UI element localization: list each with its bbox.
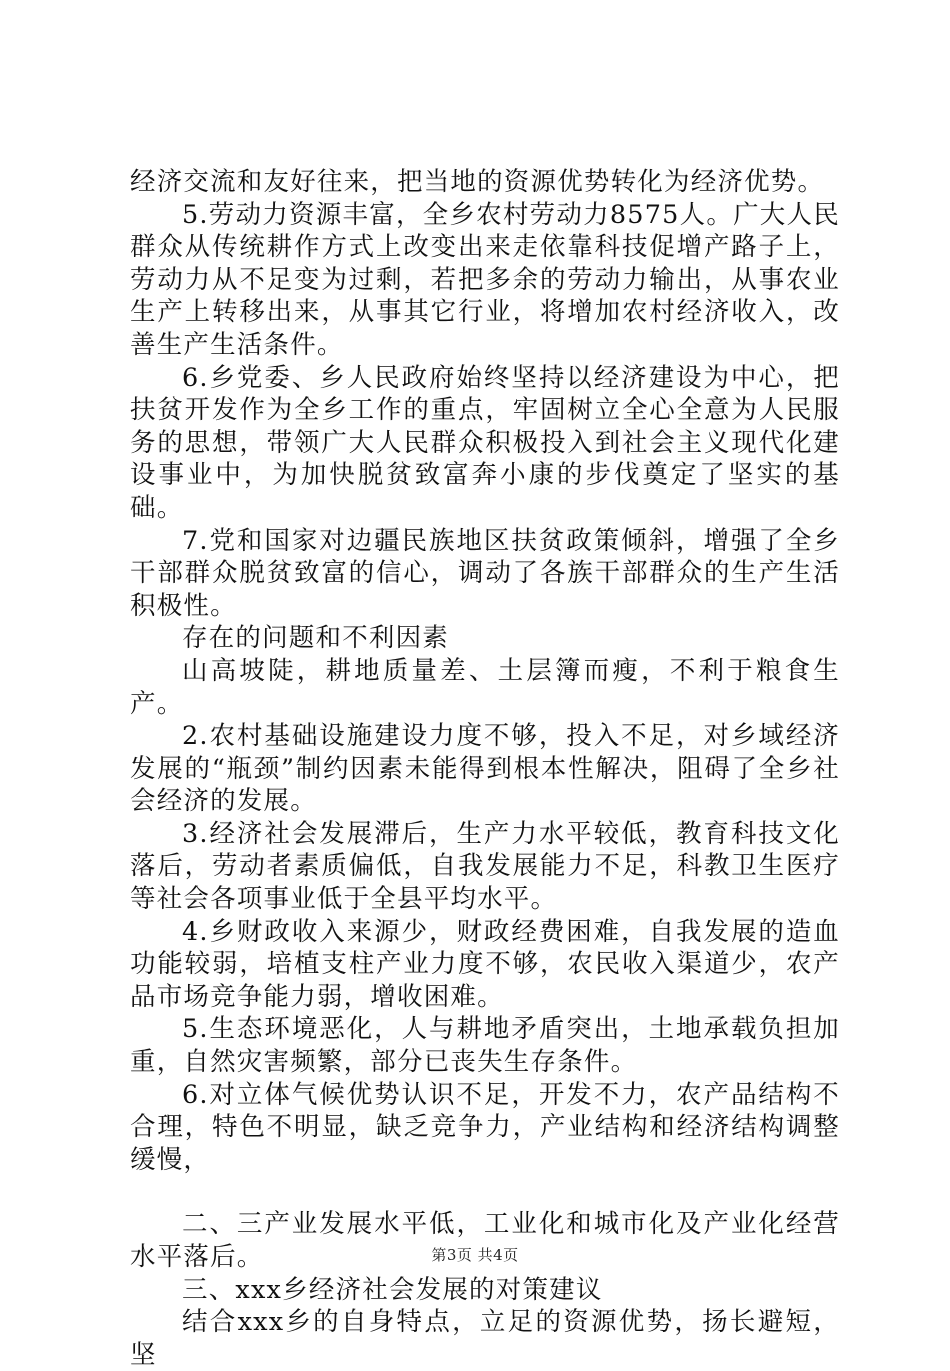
paragraph-problem-6: 6.对立体气候优势认识不足，开发不力，农产品结构不合理，特色不明显，缺乏竞争力，产业结构和经济结构调整缓慢， [130, 1079, 840, 1175]
paragraph-item-6-party: 6.乡党委、乡人民政府始终坚持以经济建设为中心，把扶贫开发作为全乡工作的重点，牢固树立全心全意为人民服务的思想，带领广大人民群众积极投入到社会主义现代化建设事业中，为加快脱贫致富奔小康的步伐奠定了坚实的基础。 [130, 362, 840, 523]
paragraph-problem-3: 3.经济社会发展滞后，生产力水平较低，教育科技文化落后，劳动者素质偏低，自我发展能力不足，科教卫生医疗等社会各项事业低于全县平均水平。 [130, 818, 840, 915]
paragraph-industry-level: 二、三产业发展水平低，工业化和城市化及产业化经营水平落后。 [130, 1209, 840, 1272]
document-body [130, 166, 840, 1371]
page-number-footer: 第3页 共4页 [431, 1246, 519, 1264]
paragraph-item-5-labor: 5.劳动力资源丰富，全乡农村劳动力8575人。广大人民群众从传统耕作方式上改变出来走依靠科技促增产路子上，劳动力从不足变为过剩，若把多余的劳动力输出，从事农业生产上转移出来，从事其它行业，将增加农村经济收入，改善生产生活条件。 [130, 199, 840, 360]
paragraph-countermeasures-intro: 结合xxx乡的自身特点，立足的资源优势，扬长避短，坚 [130, 1307, 840, 1370]
paragraph-problem-1: 山高坡陡，耕地质量差、土层簿而瘦，不利于粮食生产。 [130, 655, 840, 719]
paragraph-item-7-policy: 7.党和国家对边疆民族地区扶贫政策倾斜，增强了全乡干部群众脱贫致富的信心，调动了各族干部群众的生产生活积极性。 [130, 525, 840, 621]
section-heading-problems: 存在的问题和不利因素 [182, 623, 450, 654]
section-heading-countermeasures: 三、xxx乡经济社会发展的对策建议 [182, 1274, 603, 1305]
paragraph-problem-5: 5.生态环境恶化，人与耕地矛盾突出，土地承载负担加重，自然灾害频繁，部分已丧失生存条件。 [130, 1014, 840, 1078]
paragraph-problem-2: 2.农村基础设施建设力度不够，投入不足，对乡域经济发展的“瓶颈”制约因素未能得到根本性解决，阻碍了全乡社会经济的发展。 [130, 721, 840, 817]
paragraph-continuation: 经济交流和友好往来，把当地的资源优势转化为经济优势。 [130, 167, 825, 197]
paragraph-problem-4: 4.乡财政收入来源少，财政经费困难，自我发展的造血功能较弱，培植支柱产业力度不够，农民收入渠道少，农产品市场竞争能力弱，增收困难。 [130, 916, 840, 1012]
